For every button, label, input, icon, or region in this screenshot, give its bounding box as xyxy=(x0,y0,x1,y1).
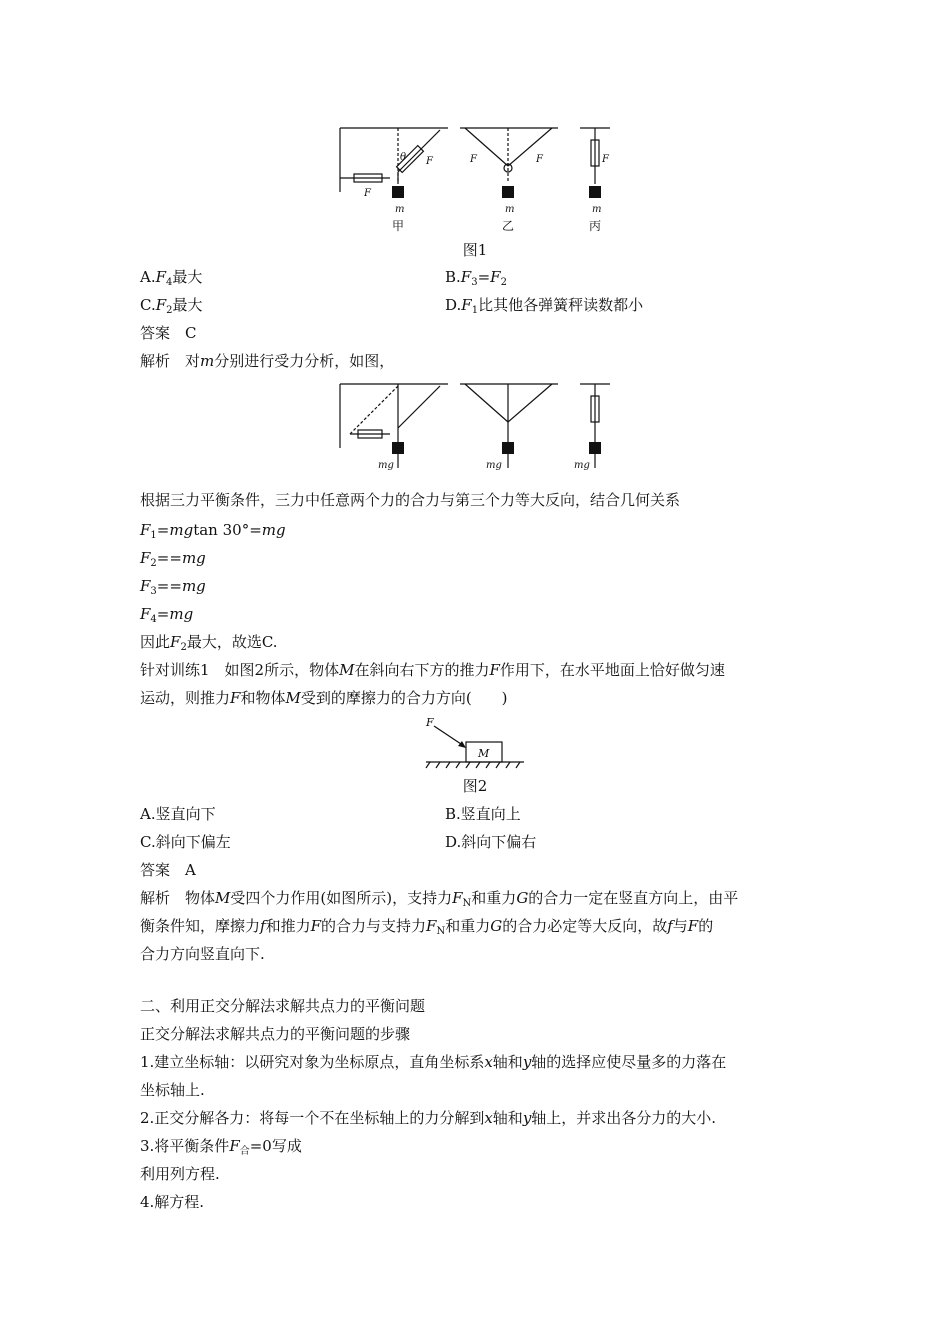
svg-text:mg: mg xyxy=(574,460,590,470)
analysis-2-line-2: 衡条件知，摩擦力f和推力F的合力与支持力$F_N$和重力G的合力必定等大反向，故f与F的 xyxy=(140,917,714,937)
figure-2-caption: 图2 xyxy=(462,777,488,795)
f1-label: F xyxy=(364,188,371,199)
drill-1-line-2: 运动，则推力F和物体M受到的摩擦力的合力方向( ) xyxy=(140,689,508,707)
step-1: 1.建立坐标轴：以研究对象为坐标原点，直角坐标系x轴和y轴的选择应使尽量多的力落在 xyxy=(140,1053,727,1071)
section-2-title: 二、利用正交分解法求解共点力的平衡问题 xyxy=(140,997,426,1015)
svg-text:M: M xyxy=(478,747,490,760)
answer-2: 答案 A xyxy=(140,861,196,879)
analysis-intro: 根据三力平衡条件，三力中任意两个力的合力与第三个力等大反向，结合几何关系 xyxy=(140,491,681,509)
theta-label: θ xyxy=(400,152,407,163)
svg-text:丙: 丙 xyxy=(589,219,602,233)
svg-text:m: m xyxy=(395,204,405,215)
figure-1-caption: 图1 xyxy=(462,241,488,259)
f3-right-label: F xyxy=(536,154,543,165)
step-2: 2.正交分解各力：将每一个不在坐标轴上的力分解到x轴和y轴上，并求出各分力的大小. xyxy=(140,1109,717,1127)
option-a: $A.F_4$最大 xyxy=(140,268,203,288)
drill-1-line-1: 针对训练1 如图2所示，物体M在斜向右下方的推力F作用下，在水平地面上恰好做匀速 xyxy=(140,661,725,679)
option-2a: A.竖直向下 xyxy=(140,805,216,823)
conclusion: 因此$F_2$最大，故选C. xyxy=(140,633,278,653)
analysis-diagram xyxy=(330,378,630,470)
step-4: 4.解方程. xyxy=(140,1193,205,1211)
equation-f3: $F_3==mg$ xyxy=(140,577,206,597)
figure-2-diagram xyxy=(420,712,530,774)
f2-label: F xyxy=(426,156,433,167)
option-2d: D.斜向下偏右 xyxy=(445,833,537,851)
mass-block-jia xyxy=(392,186,404,198)
f3-left-label: F xyxy=(470,154,477,165)
analysis-2-line-3: 合力方向竖直向下. xyxy=(140,945,265,963)
analysis-2-line-1: 解析 物体M受四个力作用(如图所示)，支持力$F_N$和重力G的合力一定在竖直方向上，由平 xyxy=(140,889,739,909)
analysis-1: 解析 对m分别进行受力分析，如图， xyxy=(140,352,395,370)
svg-text:乙: 乙 xyxy=(502,219,515,233)
step-3-cont: 利用列方程. xyxy=(140,1165,220,1183)
step-3: 3.将平衡条件$F_合=0$写成 xyxy=(140,1137,302,1157)
svg-text:F: F xyxy=(426,716,434,729)
option-2c: C.斜向下偏左 xyxy=(140,833,231,851)
option-b: $B.F_3=F_2$ xyxy=(445,268,507,288)
svg-text:m: m xyxy=(505,204,515,215)
option-d: $D.F_1$比其他各弹簧秤读数都小 xyxy=(445,296,644,316)
option-c: $C.F_2$最大 xyxy=(140,296,203,316)
mass-block-bing xyxy=(589,186,601,198)
mass-block-yi xyxy=(502,186,514,198)
section-2-subtitle: 正交分解法求解共点力的平衡问题的步骤 xyxy=(140,1025,411,1043)
figure-1-diagram xyxy=(330,122,630,234)
equation-f1: $F_1=mgtan$ 30°=mg xyxy=(140,521,286,541)
f4-label: F xyxy=(602,154,609,165)
option-2b: B.竖直向上 xyxy=(445,805,521,823)
svg-text:mg: mg xyxy=(486,460,502,470)
svg-text:mg: mg xyxy=(378,460,394,470)
equation-f4: $F_4=mg$ xyxy=(140,605,194,625)
step-1-cont: 坐标轴上. xyxy=(140,1081,205,1099)
equation-f2: $F_2==mg$ xyxy=(140,549,206,569)
svg-text:甲: 甲 xyxy=(392,219,405,233)
answer-1: 答案 C xyxy=(140,324,197,342)
svg-text:m: m xyxy=(592,204,602,215)
